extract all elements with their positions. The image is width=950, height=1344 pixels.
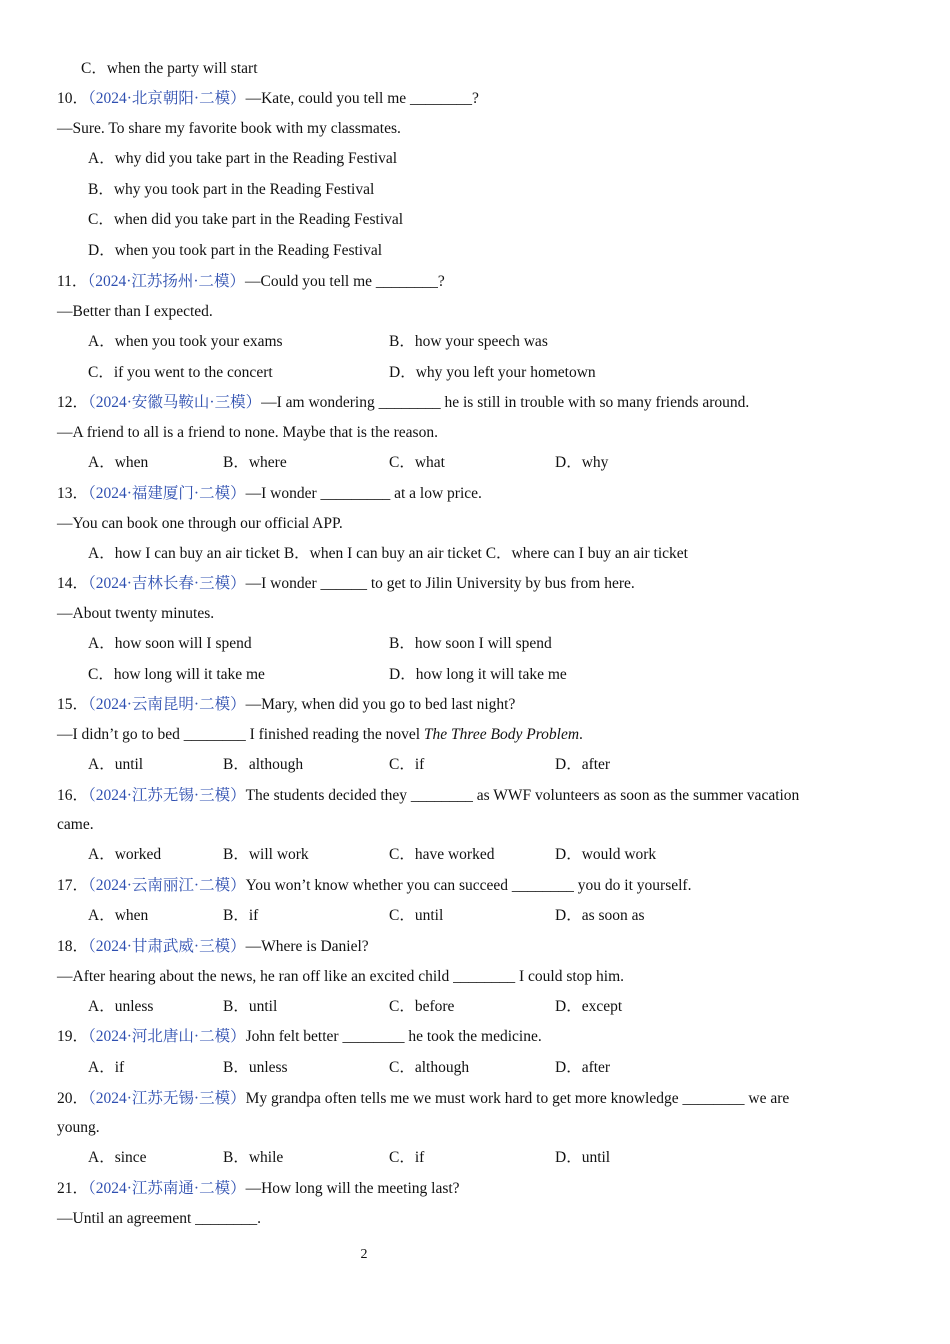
answer-option: B．why you took part in the Reading Festival [88, 181, 375, 198]
answer-option: A．worked [88, 846, 162, 863]
question-line [57, 272, 445, 292]
response-line [57, 514, 343, 534]
question-source: （2024·安徽马鞍山·三模） [88, 394, 262, 411]
answer-option: D．as soon as [555, 907, 645, 924]
answer-option: D．would work [555, 846, 657, 863]
answer-option: C．what [389, 454, 445, 471]
response-line [57, 1209, 261, 1229]
answer-option: D．except [555, 998, 623, 1015]
question-line [57, 393, 749, 413]
response-text: —Better than I expected. [57, 303, 213, 320]
answer-option: D．why you left your hometown [389, 364, 596, 381]
answer-option: C．if [389, 756, 425, 773]
question-line [57, 89, 479, 109]
response-text: —Until an agreement ________. [57, 1210, 262, 1227]
question-source: （2024·吉林长春·三模） [88, 575, 246, 592]
question-source: （2024·北京朝阳·二模） [88, 90, 246, 107]
answer-option: A．since [88, 1149, 147, 1166]
response-text: —About twenty minutes. [57, 605, 215, 622]
answer-option: D．until [555, 1149, 611, 1166]
answer-option: D．why [555, 454, 609, 471]
question-source: （2024·江苏扬州·二模） [87, 273, 246, 290]
response-text: —You can book one through our official APP. [57, 515, 343, 532]
answer-option: B．if [223, 907, 259, 924]
answer-option: B．although [223, 756, 304, 773]
question-source: （2024·河北唐山·二模） [88, 1028, 246, 1045]
answer-option: A．why did you take part in the Reading Festival [88, 150, 398, 167]
response-line [57, 119, 401, 139]
response-text: —A friend to all is a friend to none. Maybe that is the reason. [57, 424, 438, 441]
answer-option: A．unless [88, 998, 154, 1015]
answer-option: B．where [223, 454, 287, 471]
answer-option: D．after [555, 1059, 611, 1076]
response-text: —After hearing about the news, he ran off like an excited child ________ I could stop him. [57, 968, 625, 985]
response-line [57, 423, 438, 443]
question-line [57, 876, 691, 896]
question-stem: The students decided they ________ as WWF volunteers as soon as the summer vacation [245, 787, 800, 804]
novel-title: The Three Body Problem [423, 726, 580, 743]
response-text: young. [57, 1119, 100, 1136]
question-source: （2024·甘肃武威·三模） [88, 938, 246, 955]
question-source: （2024·江苏南通·二模） [88, 1180, 246, 1197]
question-number: 12． [57, 394, 89, 411]
question-number: 13． [57, 485, 89, 502]
answer-option: C．although [389, 1059, 470, 1076]
response-text: —Sure. To share my favorite book with my classmates. [57, 120, 401, 137]
question-source: （2024·江苏无锡·三模） [88, 1090, 246, 1107]
answer-option: C．if you went to the concert [88, 364, 273, 381]
response-line [57, 302, 213, 322]
question-stem: —I am wondering ________ he is still in trouble with so many friends around. [261, 394, 750, 411]
question-stem: —Kate, could you tell me ________? [245, 90, 479, 107]
question-number: 10． [57, 90, 89, 107]
response-line [57, 725, 583, 745]
question-line [57, 1089, 789, 1109]
answer-option: C．when the party will start [81, 60, 258, 77]
answer-option: C．if [389, 1149, 425, 1166]
answer-option: A．when you took your exams [88, 333, 283, 350]
question-stem: —Mary, when did you go to bed last night? [245, 696, 516, 713]
question-line [57, 695, 515, 715]
response-line [57, 1118, 100, 1138]
page-number: 2 [360, 1247, 368, 1262]
question-stem: You won’t know whether you can succeed ________ you do it yourself. [245, 877, 692, 894]
answer-option: D．after [555, 756, 611, 773]
question-number: 20． [57, 1090, 89, 1107]
answer-option: A．when [88, 454, 149, 471]
response-line [57, 815, 94, 835]
question-number: 17． [57, 877, 89, 894]
question-number: 15． [57, 696, 89, 713]
question-line [57, 574, 635, 594]
question-number: 14． [57, 575, 89, 592]
question-number: 18． [57, 938, 89, 955]
answer-option: B．how your speech was [389, 333, 548, 350]
question-line [57, 937, 369, 957]
answer-option: A．when [88, 907, 149, 924]
response-end: . [579, 726, 583, 743]
question-stem: My grandpa often tells me we must work hard to get more knowledge ________ we are [245, 1090, 790, 1107]
answer-option: B．will work [223, 846, 309, 863]
question-stem: —Could you tell me ________? [245, 273, 445, 290]
question-source: （2024·江苏无锡·三模） [88, 787, 246, 804]
question-source: （2024·云南丽江·二模） [88, 877, 246, 894]
question-stem: —I wonder _________ at a low price. [245, 485, 482, 502]
answer-option: A．how I can buy an air ticket B．when I can buy an air ticket C．where can I buy an air ticket [88, 545, 688, 562]
question-line [57, 786, 799, 806]
answer-option: D．when you took part in the Reading Festival [88, 242, 383, 259]
answer-option: A．how soon will I spend [88, 635, 252, 652]
answer-option: A．if [88, 1059, 125, 1076]
question-stem: —Where is Daniel? [245, 938, 369, 955]
answer-option: B．unless [223, 1059, 288, 1076]
answer-option: B．how soon I will spend [389, 635, 552, 652]
question-stem: —How long will the meeting last? [245, 1180, 460, 1197]
answer-option: C．when did you take part in the Reading Festival [88, 211, 404, 228]
question-number: 21． [57, 1180, 89, 1197]
answer-option: D．how long it will take me [389, 666, 567, 683]
question-number: 19． [57, 1028, 89, 1045]
question-number: 16． [57, 787, 89, 804]
question-line [57, 484, 482, 504]
answer-option: A．until [88, 756, 144, 773]
question-number: 11． [57, 273, 88, 290]
answer-option: B．until [223, 998, 278, 1015]
response-text: —I didn’t go to bed ________ I finished reading the novel [57, 726, 424, 743]
answer-option: C．have worked [389, 846, 495, 863]
question-stem: —I wonder ______ to get to Jilin University by bus from here. [245, 575, 635, 592]
response-line [57, 604, 214, 624]
question-line [57, 1179, 460, 1199]
answer-option: C．before [389, 998, 455, 1015]
question-source: （2024·福建厦门·二模） [88, 485, 246, 502]
answer-option: C．how long will it take me [88, 666, 265, 683]
question-source: （2024·云南昆明·二模） [88, 696, 246, 713]
response-line [57, 967, 624, 987]
response-text: came. [57, 816, 94, 833]
answer-option: C．until [389, 907, 444, 924]
question-stem: John felt better ________ he took the medicine. [245, 1028, 542, 1045]
answer-option: B．while [223, 1149, 284, 1166]
question-line [57, 1027, 542, 1047]
